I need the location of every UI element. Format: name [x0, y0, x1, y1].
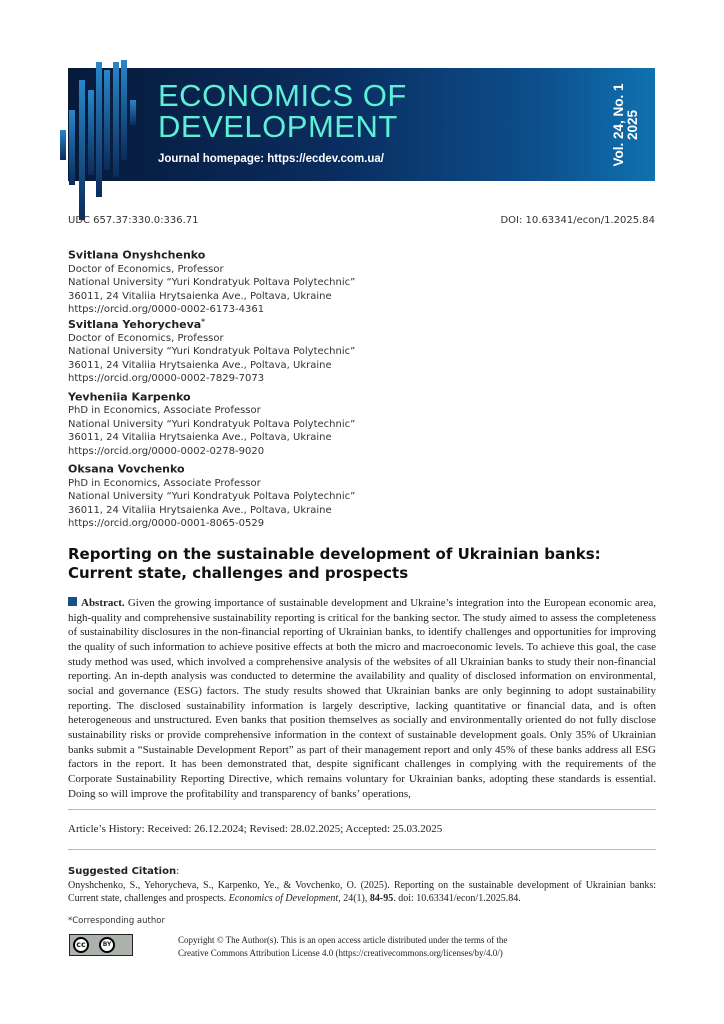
author-degree: Doctor of Economics, Professor — [68, 263, 224, 275]
author-list — [68, 244, 656, 531]
doi[interactable]: DOI: 10.63341/econ/1.2025.84 — [500, 215, 655, 226]
author-address: 36011, 24 Vitaliia Hrytsaienka Ave., Poltava, Ukraine — [68, 432, 332, 444]
author-block — [68, 244, 656, 317]
journal-homepage-link[interactable]: Journal homepage: https://ecdev.com.ua/ — [158, 153, 384, 165]
author-affiliation: National University “Yuri Kondratyuk Poltava Polytechnic” — [68, 346, 356, 358]
divider — [68, 849, 656, 850]
divider — [68, 809, 656, 810]
citation-pages: 84-95 — [369, 893, 394, 905]
volume-info — [612, 80, 640, 170]
author-affiliation: National University “Yuri Kondratyuk Poltava Polytechnic” — [68, 491, 356, 503]
author-block — [68, 386, 656, 459]
license-row — [68, 934, 656, 960]
author-address: 36011, 24 Vitaliia Hrytsaienka Ave., Poltava, Ukraine — [68, 359, 332, 371]
journal-title — [158, 80, 407, 142]
author-address: 36011, 24 Vitaliia Hrytsaienka Ave., Poltava, Ukraine — [68, 290, 332, 302]
author-name: Svitlana Yehorycheva — [68, 317, 202, 331]
citation-colon: : — [176, 866, 180, 878]
journal-title-line2: DEVELOPMENT — [158, 109, 398, 144]
journal-title-line1: ECONOMICS OF — [158, 78, 407, 113]
copyright-line1: Copyright © The Author(s). This is an open access article distributed under the terms of the — [178, 934, 508, 945]
volume-number: Vol. 24, No. 1 — [611, 83, 626, 167]
volume-year: 2025 — [625, 109, 640, 141]
abstract-label: Abstract. — [81, 596, 125, 609]
author-name: Svitlana Onyshchenko — [68, 248, 206, 262]
citation-part: Onyshchenko, S., Yehorycheva, S., Karpenko, Ye., & Vovchenko, O. (2025). Reporting on the sustainable development of Ukrainian banks: Current state, challenges and prospects. — [68, 879, 656, 905]
author-name: Oksana Vovchenko — [68, 462, 185, 476]
author-affiliation: National University “Yuri Kondratyuk Poltava Polytechnic” — [68, 418, 356, 430]
author-name: Yevheniia Karpenko — [68, 390, 191, 404]
author-block — [68, 317, 656, 386]
article-title: Reporting on the sustainable development of Ukrainian banks: Current state, challenges and prospects — [68, 544, 601, 582]
udc-code: UDC 657.37:330.0:336.71 — [68, 215, 199, 226]
author-degree: Doctor of Economics, Professor — [68, 332, 224, 344]
suggested-citation — [68, 865, 656, 906]
citation-text — [68, 879, 656, 906]
article-history: Article’s History: Received: 26.12.2024; Revised: 28.02.2025; Accepted: 25.03.2025 — [68, 823, 443, 836]
citation-label: Suggested Citation — [68, 866, 177, 878]
author-orcid-link[interactable]: https://orcid.org/0000-0002-6173-4361 — [68, 304, 265, 316]
author-block — [68, 458, 656, 531]
by-person-icon: BY — [99, 937, 115, 953]
corresponding-author-note: *Corresponding author — [68, 915, 165, 926]
article-body — [68, 214, 656, 960]
author-degree: PhD in Economics, Associate Professor — [68, 405, 261, 417]
author-orcid-link[interactable]: https://orcid.org/0000-0002-7829-7073 — [68, 373, 265, 385]
citation-part: . doi: 10.63341/econ/1.2025.84. — [393, 893, 521, 905]
cc-icon: cc — [73, 937, 89, 953]
copyright-line2[interactable]: Creative Commons Attribution License 4.0 (https://creativecommons.org/licenses/by/4.0/) — [178, 947, 503, 958]
cc-by-license-badge[interactable] — [69, 934, 133, 956]
author-address: 36011, 24 Vitaliia Hrytsaienka Ave., Poltava, Ukraine — [68, 504, 332, 516]
author-degree: PhD in Economics, Associate Professor — [68, 477, 261, 489]
author-orcid-link[interactable]: https://orcid.org/0000-0002-0278-9020 — [68, 445, 265, 457]
copyright-notice — [178, 934, 507, 960]
abstract-text: Given the growing importance of sustainable development and Ukraine’s integration into the European economic area, high-quality and comprehensive sustainability reporting is critical for the banking sector. The study aimed to assess the completeness of sustainability disclosures in the non-financial reporting of Ukrainian banks, to identify challenges and opportunities for improving the quality of such information to achieve positive effects at both the micro and macroeconomic levels. To achieve this goal, the case study method was used, which involved a comprehensive analysis of the websites of all Ukrainian banks to study their non-financial reporting. An in-depth analysis was conducted to determine the availability and quality of disclosed information on environmental, social and governance (ESG) factors. The study results showed that Ukrainian banks are only beginning to adopt sustainability reporting. The disclosed sustainability information is largely descriptive, lacking quantitative or financial data, and is often heterogeneous and unstructured. Even banks that position themselves as socially and environmentally oriented do not fully disclose sustainability risks or provide comprehensive information in the context of sustainable development goals. Only 35% of Ukrainian banks submit a “Sustainable Development Report” as part of their management report and only 45% of these banks address all ESG factors in the report. It has been demonstrated that, despite significant challenges in complying with the requirements of the Corporate Sustainability Reporting Directive, which remains voluntary for Ukrainian banks, adopting these standards is essential. Doing so will improve the profitability and transparency of banks’ operations, — [68, 596, 657, 800]
meta-row — [68, 214, 655, 227]
author-affiliation: National University “Yuri Kondratyuk Poltava Polytechnic” — [68, 277, 356, 289]
abstract — [68, 596, 656, 801]
author-orcid-link[interactable]: https://orcid.org/0000-0001-8065-0529 — [68, 518, 265, 530]
author-mark: * — [201, 317, 205, 325]
abstract-square-icon — [68, 597, 77, 606]
citation-journal: Economics of Development — [228, 893, 339, 905]
citation-part: , 24(1), — [338, 893, 370, 905]
